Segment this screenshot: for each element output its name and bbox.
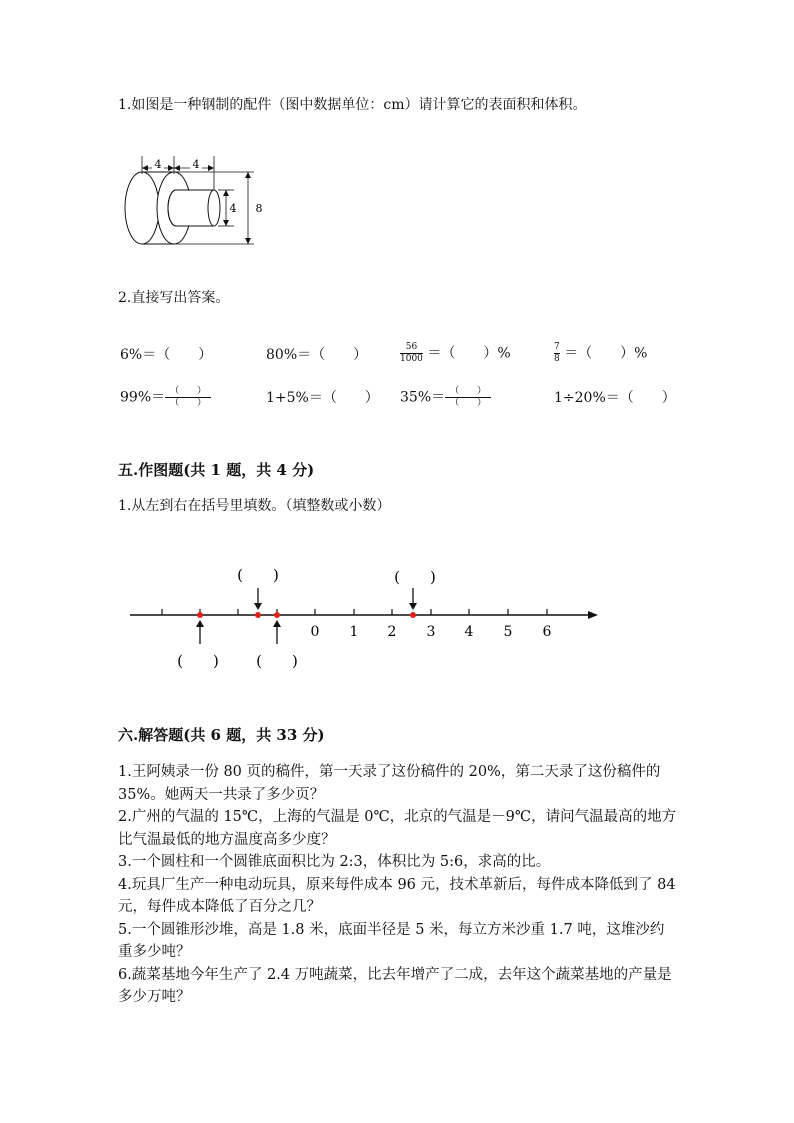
question-6-6: 6.蔬菜基地今年生产了 2.4 万吨蔬菜，比去年增产了二成，去年这个蔬菜基地的产量是多少万吨？ [118,966,672,1005]
question-list [118,761,678,1009]
dim-outer-label: 8 [255,202,263,215]
fraction: $\frac{( )}{( )}$ [165,386,211,409]
number-line-figure [126,560,606,680]
calc-item: $\frac{56}{1000}$ ＝（ ）% [400,342,511,364]
fraction: $\frac{56}{1000}$ [400,342,423,364]
section-6-title: 六.解答题(共 6 题，共 33 分) [118,726,325,744]
question-4-1-text: 1.如图是一种钢制的配件（图中数据单位：cm）请计算它的表面积和体积。 [118,97,587,113]
calc-item: $\frac{7}{8}$ ＝（ ）% [554,342,648,364]
fraction: $\frac{( )}{( )}$ [445,386,491,409]
point-marker [274,612,280,618]
point-marker [197,612,203,618]
question-5-1-text: 1.从左到右在括号里填数。（填整数或小数） [118,498,391,514]
calc-item: 1+5%＝（ ） [266,390,379,406]
blank-parentheses: ( ) [237,566,279,584]
blank-parentheses: ( ) [394,568,436,586]
cylinder-part-figure [118,148,268,252]
numberline-label-3: 3 [426,624,436,640]
calc-item: 99%＝ $\frac{( )}{( )}$ [120,386,211,409]
question-6-4: 4.玩具厂生产一种电动玩具，原来每件成本 96 元，技术革新后，每件成本降低到了 84 元，每件成本降低了百分之几？ [118,876,676,915]
up-arrow-icon [273,620,281,627]
numberline-label-2: 2 [387,624,397,640]
numberline-label-1: 1 [349,624,359,640]
dim-inner-label: 4 [229,202,237,215]
question-6-2: 2.广州的气温的 15℃，上海的气温是 0℃，北京的气温是－9℃，请问气温最高的地方比气温最低的地方温度高多少度？ [118,809,677,848]
numberline-label-5: 5 [503,624,513,640]
blank-parentheses: ( ) [256,652,298,670]
calc-item: 35%＝ $\frac{( )}{( )}$ [400,386,491,409]
section-5-title: 五.作图题(共 1 题，共 4 分) [118,461,315,479]
point-marker [255,612,261,618]
calc-item: 1÷20%＝（ ） [554,390,676,406]
numberline-label-6: 6 [542,624,552,640]
question-4-2-text: 2.直接写出答案。 [118,290,230,306]
down-arrow-icon [254,603,262,610]
calc-item: 80%＝（ ） [266,347,368,363]
question-6-1: 1.王阿姨录一份 80 页的稿件，第一天录了这份稿件的 20%，第二天录了这份稿件的 35%。她两天一共录了多少页？ [118,764,661,803]
blank-parentheses: ( ) [177,652,219,670]
dim-right-label: 4 [192,158,200,171]
fraction: $\frac{7}{8}$ [554,342,560,364]
question-6-3: 3.一个圆柱和一个圆锥底面积比为 2:3，体积比为 5:6，求高的比。 [118,854,551,870]
down-arrow-icon [409,603,417,610]
question-6-5: 5.一个圆锥形沙堆，高是 1.8 米，底面半径是 5 米，每立方米沙重 1.7 吨，这堆沙约重多少吨？ [118,921,665,960]
numberline-label-0: 0 [310,624,320,640]
dim-left-label: 4 [154,158,162,171]
calc-item: 6%＝（ ） [120,347,213,363]
numberline-label-4: 4 [464,624,474,640]
point-marker [410,612,416,618]
up-arrow-icon [196,620,204,627]
